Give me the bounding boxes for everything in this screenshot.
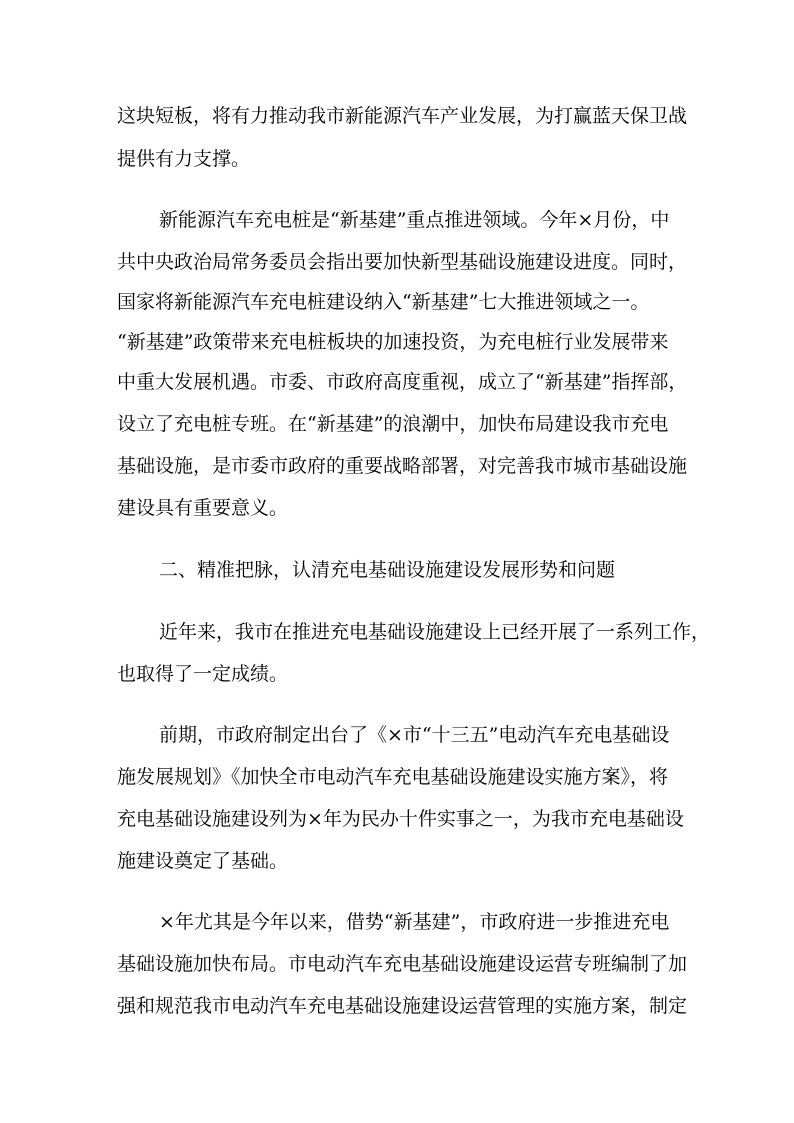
paragraph-line: “新基建”政策带来充电桩板块的加速投资，为充电桩行业发展带来 xyxy=(117,331,669,353)
section-heading: 二、精准把脉，认清充电基础设施建设发展形势和问题 xyxy=(159,559,616,581)
paragraph-line: 近年来，我市在推进充电基础设施建设上已经开展了一系列工作， xyxy=(159,621,711,643)
paragraph-line: 强和规范我市电动汽车充电基础设施建设运营管理的实施方案，制定 xyxy=(117,995,688,1017)
paragraph-line: 设立了充电桩专班。在“新基建”的浪潮中，加快布局建设我市充电 xyxy=(117,413,669,435)
paragraph-line: 施建设奠定了基础。 xyxy=(117,850,289,872)
paragraph-line: 也取得了一定成绩。 xyxy=(117,663,289,685)
paragraph-line: 这块短板，将有力推动我市新能源汽车产业发展，为打赢蓝天保卫战 xyxy=(117,105,688,127)
paragraph-line: 国家将新能源汽车充电桩建设纳入“新基建”七大推进领域之一。 xyxy=(117,291,650,313)
paragraph-line: 提供有力支撑。 xyxy=(117,148,251,170)
paragraph-line: 充电基础设施建设列为×年为民办十件实事之一，为我市充电基础设 xyxy=(117,808,684,830)
paragraph-line: 基础设施加快布局。市电动汽车充电基础设施建设运营专班编制了加 xyxy=(117,953,688,975)
paragraph-line: 基础设施，是市委市政府的重要战略部署，对完善我市城市基础设施 xyxy=(117,455,688,477)
paragraph-line: 施发展规划》《加快全市电动汽车充电基础设施建设实施方案》，将 xyxy=(117,766,669,788)
paragraph-line: 中重大发展机遇。市委、市政府高度重视，成立了“新基建”指挥部， xyxy=(117,371,688,393)
paragraph-line: 建设具有重要意义。 xyxy=(117,497,289,519)
paragraph-line: 共中央政治局常务委员会指出要加快新型基础设施建设进度。同时， xyxy=(117,251,688,273)
paragraph-line: ×年尤其是今年以来，借势“新基建”，市政府进一步推进充电 xyxy=(159,911,670,933)
paragraph-line: 新能源汽车充电桩是“新基建”重点推进领域。今年×月份，中 xyxy=(159,209,670,231)
paragraph-line: 前期，市政府制定出台了《×市“十三五”电动汽车充电基础设 xyxy=(159,724,670,746)
